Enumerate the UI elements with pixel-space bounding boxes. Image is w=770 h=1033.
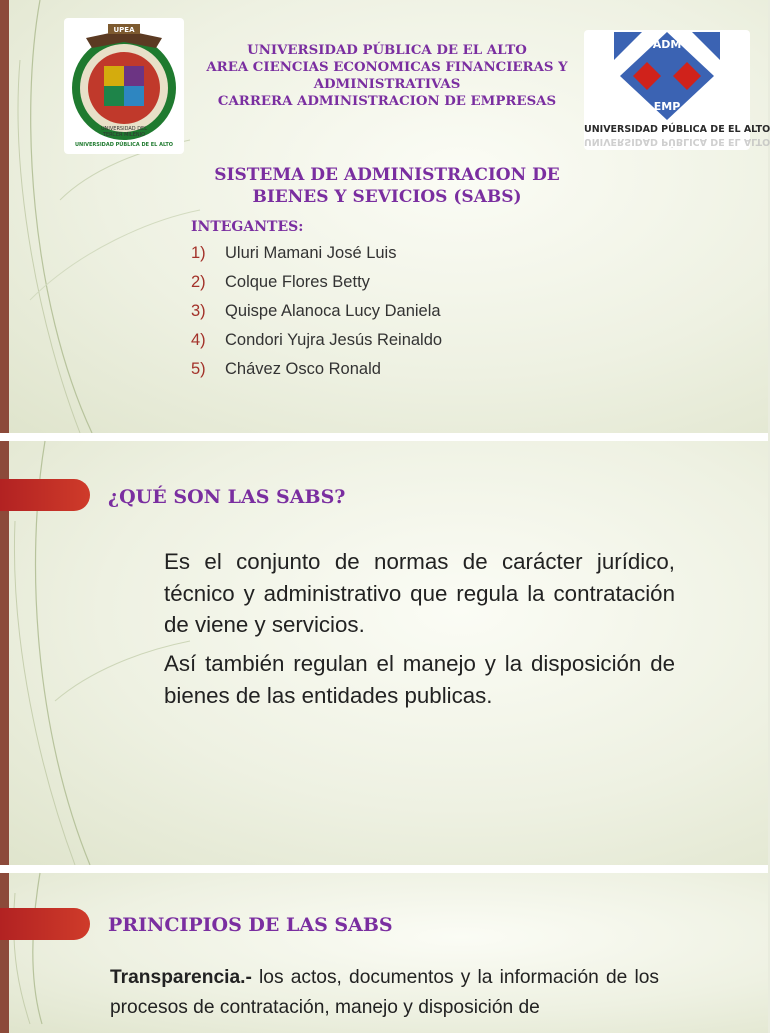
member-name: Uluri Mamani José Luis — [225, 244, 397, 262]
slide-separator — [0, 433, 768, 441]
section-title: PRINCIPIOS DE LAS SABS — [108, 914, 393, 936]
list-item — [191, 273, 442, 302]
member-name: Condori Yujra Jesús Reinaldo — [225, 331, 443, 349]
member-name: Quispe Alanoca Lucy Daniela — [225, 302, 441, 320]
principle-term: Transparencia.- — [110, 967, 252, 988]
list-item — [191, 331, 442, 360]
logo-ring-text: UNIVERSIDAD PÚBLICA DE EL ALTO — [74, 142, 174, 148]
slide-title — [0, 0, 768, 433]
slide-principles — [0, 873, 768, 1033]
logo-emp-text: EMP — [653, 100, 681, 113]
list-item — [191, 302, 442, 331]
member-name: Colque Flores Betty — [225, 273, 370, 291]
principle-text: los actos, documentos y la información de los procesos de contratación, manejo y disposición de — [110, 967, 659, 1018]
upea-logo — [64, 18, 184, 154]
definition-paragraph: Es el conjunto de normas de carácter jurídico, técnico y administrativo que regula la contratación de viene y servicios. — [164, 549, 675, 637]
member-name: Chávez Osco Ronald — [225, 360, 381, 378]
members-list — [191, 244, 442, 389]
slide-what-are-sabs — [0, 441, 768, 865]
presentation-title — [196, 164, 578, 208]
logo-banner-text: UPEA — [113, 26, 135, 34]
logo-adm-text: ADM — [652, 38, 682, 51]
logo-caption: UNIVERSIDAD PÚBLICA DE EL ALTO — [584, 124, 770, 135]
adm-emp-logo — [584, 30, 770, 150]
slide-separator — [0, 865, 768, 873]
header-line: ADMINISTRATIVAS — [313, 77, 461, 92]
section-tab — [0, 908, 90, 940]
logo-ring-bottom-1: UNIVERSIDAD DEL — [101, 126, 147, 132]
list-item — [191, 360, 442, 389]
title-line: SISTEMA DE ADMINISTRACION DE — [214, 165, 560, 185]
definition-paragraph-2: Así también regulan el manejo y la disposición de bienes de las entidades publicas. — [164, 651, 675, 708]
members-heading: INTEGANTES: — [191, 219, 304, 235]
header-line: CARRERA ADMINISTRACION DE EMPRESAS — [217, 94, 557, 109]
header-line: AREA CIENCIAS ECONOMICAS FINANCIERAS Y — [206, 60, 568, 75]
list-item — [191, 244, 442, 273]
list-number: 1) — [191, 244, 206, 262]
header-line: UNIVERSIDAD PÚBLICA DE EL ALTO — [247, 43, 527, 58]
logo-ring-bottom-2: TERCER MILENIO — [102, 132, 146, 138]
section-tab — [0, 479, 90, 511]
list-number: 5) — [191, 360, 206, 378]
university-header — [196, 42, 578, 110]
title-line: BIENES Y SEVICIOS (SABS) — [252, 187, 522, 207]
list-number: 3) — [191, 302, 206, 320]
principle-paragraph — [110, 963, 659, 1023]
list-number: 2) — [191, 273, 206, 291]
logo-caption-reflection: UNIVERSIDAD PÚBLICA DE EL ALTO — [584, 136, 770, 147]
section-title: ¿QUÉ SON LAS SABS? — [108, 486, 346, 508]
list-number: 4) — [191, 331, 206, 349]
